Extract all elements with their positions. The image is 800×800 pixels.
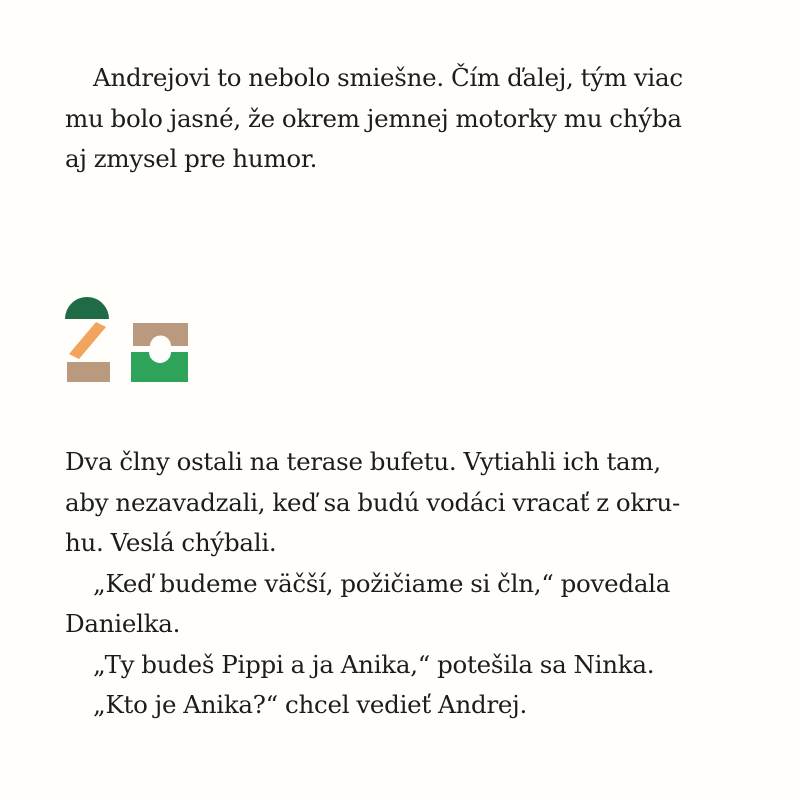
text-line: Dva člny ostali na terase bufetu. Vytiahli ich tam, [65, 447, 661, 476]
text-line: aj zmysel pre humor. [65, 144, 318, 173]
zero-bottom-half [131, 352, 188, 382]
text-line: hu. Veslá chýbali. [65, 528, 277, 557]
chapter-number-20-graphic [62, 295, 192, 387]
zero-top-half [133, 323, 188, 346]
text-line: Andrejovi to nebolo smiešne. Čím ďalej, tým viac [93, 63, 683, 92]
two-top-arc [65, 297, 109, 319]
two-base-bar [67, 362, 110, 382]
text-line: „Keď budeme väčší, požičiame si čln,“ povedala [93, 568, 671, 598]
text-line: aby nezavadzali, keď sa budú vodáci vracať z okru- [65, 487, 681, 517]
text-line: mu bolo jasné, že okrem jemnej motorky mu chýba [65, 103, 682, 133]
text-line: „Ty budeš Pippi a ja Anika,“ potešila sa Ninka. [93, 649, 655, 679]
paragraph-bottom [65, 442, 737, 726]
text-line: Danielka. [65, 609, 181, 638]
two-diagonal-stroke [69, 322, 106, 359]
paragraph-top [65, 58, 737, 180]
text-line: „Kto je Anika?“ chcel vedieť Andrej. [93, 690, 528, 719]
